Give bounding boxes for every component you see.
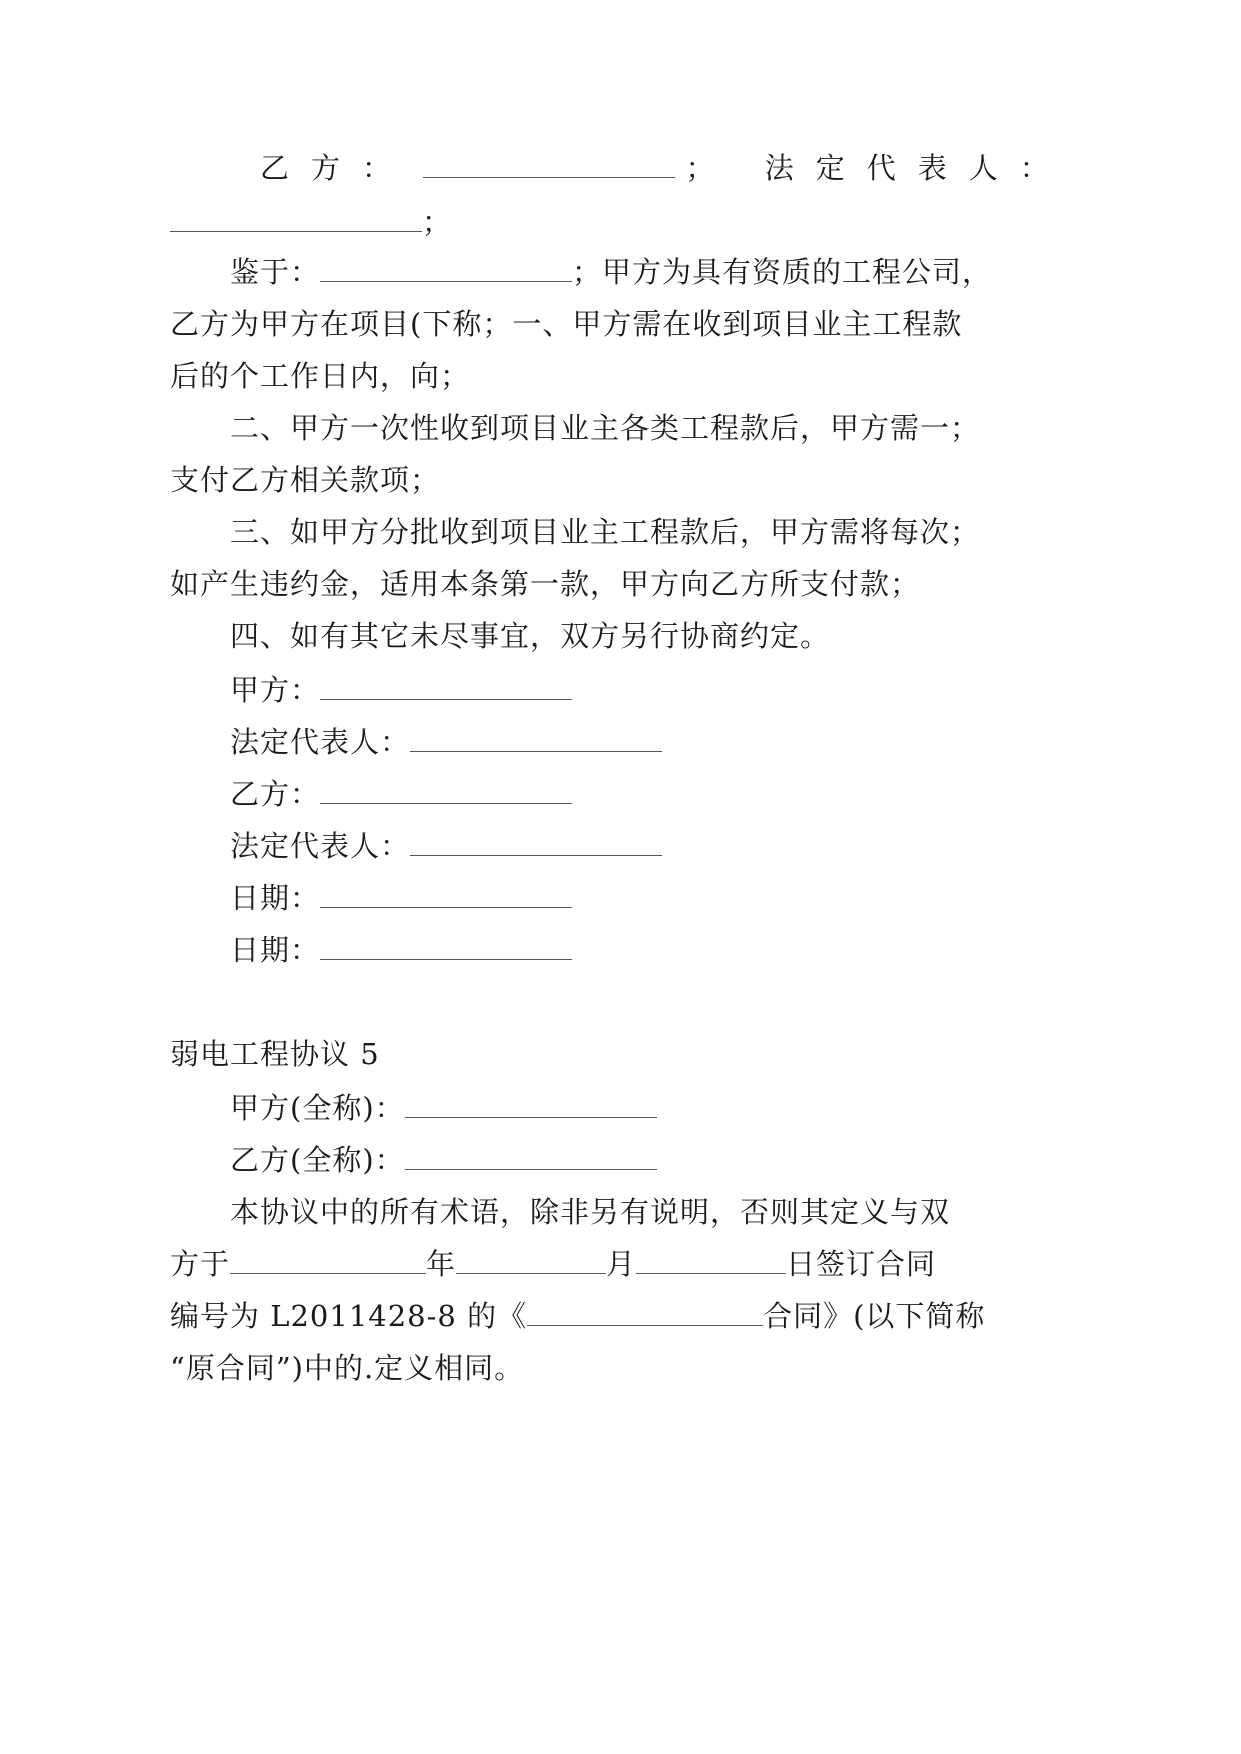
clause-three: 三、如甲方分批收到项目业主工程款后，甲方需将每次； <box>230 515 981 549</box>
year-label: 年 <box>426 1247 457 1281</box>
sign-party-a <box>230 672 572 708</box>
legal-rep-blank-line <box>170 204 452 240</box>
legal-rep-blank <box>170 207 422 232</box>
contract-number-suffix: 合同》(以下简称 <box>763 1299 986 1333</box>
sign-legal-rep-a-label: 法定代表人： <box>230 725 411 759</box>
sign-date-1 <box>230 880 572 916</box>
sign-date-1-label: 日期： <box>230 881 321 915</box>
clause-four: 四、如有其它未尽事宜，双方另行协商约定。 <box>230 619 831 653</box>
separator: ； <box>685 151 737 185</box>
paragraph-line: “原合同”)中的.定义相同。 <box>170 1351 525 1385</box>
date-line <box>170 1246 936 1282</box>
sign-legal-rep-b <box>230 828 662 864</box>
sign-blank <box>320 883 572 908</box>
party-b-blank <box>423 153 675 178</box>
sign-blank <box>320 779 572 804</box>
day-blank <box>636 1249 786 1274</box>
party-b-full-blank <box>405 1145 657 1170</box>
sign-party-b <box>230 776 572 812</box>
sign-date-2-label: 日期： <box>230 933 321 967</box>
month-blank <box>456 1249 606 1274</box>
whereas-line <box>230 254 992 290</box>
party-b-label: 乙方： <box>260 151 414 185</box>
year-blank <box>230 1249 426 1274</box>
sign-blank <box>410 831 662 856</box>
body-line: 支付乙方相关款项； <box>170 463 441 497</box>
body-line: 后的个工作日内，向； <box>170 359 471 393</box>
party-a-full-label: 甲方(全称)： <box>230 1091 405 1125</box>
sign-legal-rep-b-label: 法定代表人： <box>230 829 411 863</box>
sign-party-a-label: 甲方： <box>230 673 321 707</box>
contract-number-line <box>170 1298 985 1334</box>
section-heading: 弱电工程协议 5 <box>170 1037 380 1071</box>
sign-blank <box>410 727 662 752</box>
body-line: 乙方为甲方在项目(下称；一、甲方需在收到项目业主工程款 <box>170 307 963 341</box>
legal-rep-label: 法定代表人： <box>764 151 1071 185</box>
contract-number-prefix: 编号为 L2011428-8 的《 <box>170 1299 528 1333</box>
sign-blank <box>320 675 572 700</box>
whereas-text: ；甲方为具有资质的工程公司， <box>572 255 993 289</box>
body-line: 如产生违约金，适用本条第一款，甲方向乙方所支付款； <box>170 567 921 601</box>
sign-party-b-label: 乙方： <box>230 777 321 811</box>
whereas-blank <box>320 257 572 282</box>
day-label: 日签订合同 <box>786 1247 937 1281</box>
party-b-full <box>230 1142 657 1178</box>
sign-legal-rep-a <box>230 724 662 760</box>
line-end: ； <box>422 205 453 239</box>
contract-name-blank <box>527 1301 763 1326</box>
party-b-line <box>260 150 1071 186</box>
party-b-full-label: 乙方(全称)： <box>230 1143 405 1177</box>
whereas-label: 鉴于： <box>230 255 321 289</box>
sign-date-2 <box>230 932 572 968</box>
month-label: 月 <box>606 1247 637 1281</box>
sign-blank <box>320 935 572 960</box>
party-a-full-blank <box>405 1093 657 1118</box>
date-prefix: 方于 <box>170 1247 231 1281</box>
party-a-full <box>230 1090 657 1126</box>
clause-two: 二、甲方一次性收到项目业主各类工程款后，甲方需一； <box>230 411 981 445</box>
paragraph-line: 本协议中的所有术语，除非另有说明，否则其定义与双 <box>230 1195 951 1229</box>
